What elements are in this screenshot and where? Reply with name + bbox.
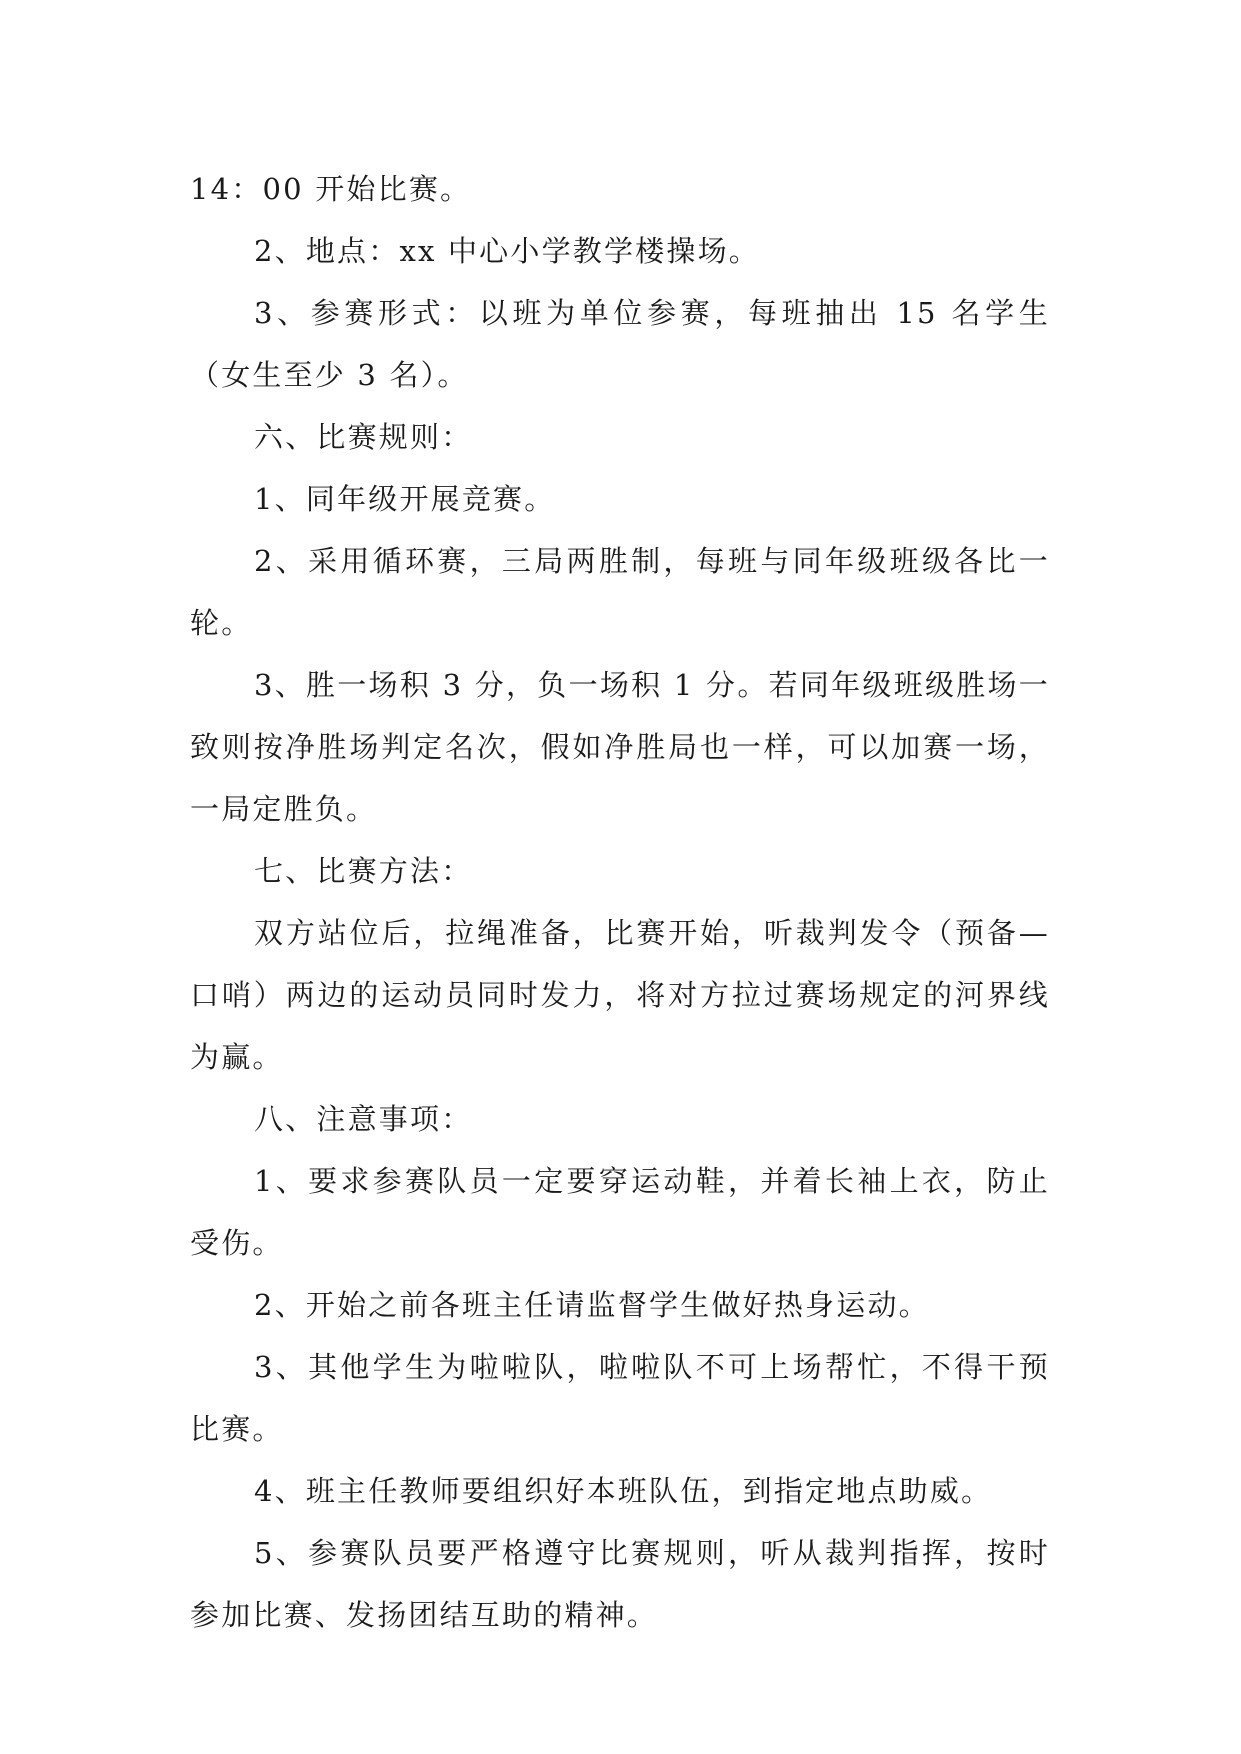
paragraph-precaution-5: 5、参赛队员要严格遵守比赛规则，听从裁判指挥，按时参加比赛、发扬团结互助的精神。 <box>190 1536 1050 1632</box>
heading-competition-rules: 六、比赛规则： <box>254 420 473 454</box>
paragraph-precaution-1: 1、要求参赛队员一定要穿运动鞋，并着长袖上衣，防止受伤。 <box>190 1164 1050 1260</box>
paragraph-precaution-2: 2、开始之前各班主任请监督学生做好热身运动。 <box>254 1288 930 1322</box>
paragraph-rule-1: 1、同年级开展竞赛。 <box>254 482 556 516</box>
paragraph-method: 双方站位后，拉绳准备，比赛开始，听裁判发令（预备—口哨）两边的运动员同时发力，将对方拉过赛场规定的河界线为赢。 <box>190 916 1050 1074</box>
paragraph-location: 2、地点：xx 中心小学教学楼操场。 <box>254 234 760 268</box>
paragraph-rule-2: 2、采用循环赛，三局两胜制，每班与同年级班级各比一轮。 <box>190 544 1050 640</box>
heading-competition-method: 七、比赛方法： <box>254 854 473 888</box>
document-body <box>190 158 1050 1646</box>
paragraph-start-time: 14：00 开始比赛。 <box>190 172 472 206</box>
paragraph-precaution-3: 3、其他学生为啦啦队，啦啦队不可上场帮忙，不得干预比赛。 <box>190 1350 1050 1446</box>
paragraph-format: 3、参赛形式：以班为单位参赛，每班抽出 15 名学生（女生至少 3 名）。 <box>190 296 1050 392</box>
paragraph-precaution-4: 4、班主任教师要组织好本班队伍，到指定地点助威。 <box>254 1474 993 1508</box>
paragraph-rule-3: 3、胜一场积 3 分，负一场积 1 分。若同年级班级胜场一致则按净胜场判定名次，假如净胜局也一样，可以加赛一场，一局定胜负。 <box>190 668 1050 826</box>
heading-precautions: 八、注意事项： <box>254 1102 473 1136</box>
